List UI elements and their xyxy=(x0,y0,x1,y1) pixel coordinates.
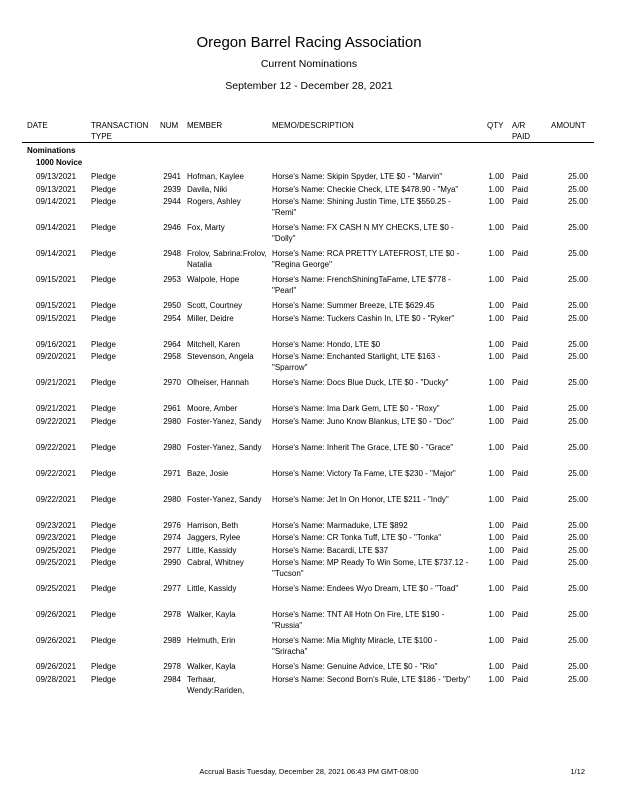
row-num: 2977 xyxy=(163,545,181,555)
page-number: 1/12 xyxy=(570,767,585,776)
row-num: 2974 xyxy=(163,533,181,542)
row-paid: Paid xyxy=(512,416,529,426)
table-header xyxy=(0,120,618,148)
row-memo: Horse's Name: Hondo, LTE $0 xyxy=(272,339,381,349)
row-member: Rogers, Ashley xyxy=(187,197,241,206)
row-num: 2970 xyxy=(163,378,181,387)
row-memo: Horse's Name: Skipin Spyder, LTE $0 - "Marvin" xyxy=(272,172,443,181)
row-transaction-type: Pledge xyxy=(91,636,116,645)
table-row xyxy=(0,222,618,248)
header-divider xyxy=(22,142,594,143)
table-row xyxy=(0,171,618,184)
row-qty: 1.00 xyxy=(488,404,504,413)
row-transaction-type: Pledge xyxy=(91,468,116,478)
row-qty: 1.00 xyxy=(488,275,504,284)
report-date-range: September 12 - December 28, 2021 xyxy=(225,80,393,92)
row-amount: 25.00 xyxy=(567,610,588,619)
row-date: 09/21/2021 xyxy=(36,404,77,413)
row-paid: Paid xyxy=(512,610,529,619)
row-num: 2978 xyxy=(163,662,181,671)
row-amount: 25.00 xyxy=(567,404,588,413)
row-num: 2989 xyxy=(163,636,181,645)
row-member: Cabral, Whitney xyxy=(187,558,244,567)
row-transaction-type: Pledge xyxy=(91,313,116,323)
row-num: 2941 xyxy=(163,172,181,181)
row-paid: Paid xyxy=(512,636,529,645)
row-transaction-type: Pledge xyxy=(91,494,116,504)
report-subtitle: Current Nominations xyxy=(260,58,358,70)
row-date: 09/14/2021 xyxy=(36,197,77,206)
row-member: Harrison, Beth xyxy=(187,520,239,530)
row-paid: Paid xyxy=(512,313,529,323)
row-memo: Horse's Name: Mia Mighty Miracle, LTE $100 - "Sriracha" xyxy=(272,636,437,656)
row-transaction-type: Pledge xyxy=(91,545,116,555)
row-member: Foster-Yanez, Sandy xyxy=(187,416,262,426)
table-row xyxy=(0,248,618,274)
row-num: 2990 xyxy=(163,558,181,567)
row-num: 2948 xyxy=(163,249,181,258)
row-date: 09/22/2021 xyxy=(36,494,77,504)
row-transaction-type: Pledge xyxy=(91,674,116,684)
row-transaction-type: Pledge xyxy=(91,404,116,413)
row-memo: Horse's Name: TNT All Hotn On Fire, LTE $190 - "Russia" xyxy=(272,610,445,630)
row-num: 2961 xyxy=(163,404,181,413)
row-date: 09/16/2021 xyxy=(36,339,77,349)
row-num: 2939 xyxy=(163,184,181,194)
table-row xyxy=(0,339,618,352)
row-member: Fox, Marty xyxy=(187,223,225,232)
col-transaction-type-line1: TRANSACTION xyxy=(91,121,149,130)
row-date: 09/13/2021 xyxy=(36,184,77,194)
row-memo: Horse's Name: Enchanted Starlight, LTE $163 - "Sparrow" xyxy=(272,352,441,372)
row-paid: Paid xyxy=(512,352,529,361)
row-transaction-type: Pledge xyxy=(91,184,116,194)
row-memo: Horse's Name: CR Tonka Tuff, LTE $0 - "Tonka" xyxy=(272,533,442,542)
row-transaction-type: Pledge xyxy=(91,352,116,361)
row-paid: Paid xyxy=(512,533,529,542)
subsection-heading: 1000 Novice xyxy=(36,158,83,167)
row-qty: 1.00 xyxy=(488,494,504,504)
col-memo: MEMO/DESCRIPTION xyxy=(272,121,354,130)
col-ar-paid xyxy=(512,120,530,142)
row-paid: Paid xyxy=(512,404,529,413)
row-qty: 1.00 xyxy=(488,674,504,684)
row-memo: Horse's Name: MP Ready To Win Some, LTE $737.12 - "Tucson" xyxy=(272,558,469,578)
table-row xyxy=(0,635,618,661)
col-num: NUM xyxy=(160,121,179,130)
row-paid: Paid xyxy=(512,197,529,206)
row-date: 09/15/2021 xyxy=(36,301,77,310)
row-amount: 25.00 xyxy=(567,533,588,542)
row-memo: Horse's Name: FrenchShiningTaFame, LTE $778 - "Pearl" xyxy=(272,275,451,295)
row-member: Walpole, Hope xyxy=(187,275,240,284)
row-num: 2958 xyxy=(163,352,181,361)
row-amount: 25.00 xyxy=(567,352,588,361)
row-memo: Horse's Name: Tuckers Cashin In, LTE $0 - "Ryker" xyxy=(272,313,455,323)
row-member: Helmuth, Erin xyxy=(187,636,236,645)
row-qty: 1.00 xyxy=(488,223,504,232)
row-amount: 25.00 xyxy=(567,197,588,206)
row-paid: Paid xyxy=(512,494,529,504)
row-num: 2977 xyxy=(163,584,181,593)
row-member: Miller, Deidre xyxy=(187,313,234,323)
row-qty: 1.00 xyxy=(488,339,504,349)
table-row xyxy=(0,468,618,494)
row-num: 2978 xyxy=(163,610,181,619)
row-amount: 25.00 xyxy=(567,223,588,232)
row-amount: 25.00 xyxy=(567,520,588,530)
row-transaction-type: Pledge xyxy=(91,339,116,349)
table-row xyxy=(0,583,618,609)
row-qty: 1.00 xyxy=(488,352,504,361)
row-memo: Horse's Name: Summer Breeze, LTE $629.45 xyxy=(272,301,435,310)
row-member: Hofman, Kaylee xyxy=(187,172,244,181)
row-num: 2980 xyxy=(163,416,181,426)
row-amount: 25.00 xyxy=(567,301,588,310)
nominations-table xyxy=(0,171,618,700)
row-member: Frolov, Sabrina:Frolov, Natalia xyxy=(187,249,267,269)
row-qty: 1.00 xyxy=(488,636,504,645)
row-num: 2950 xyxy=(163,301,181,310)
row-date: 09/15/2021 xyxy=(36,313,77,323)
row-amount: 25.00 xyxy=(567,172,588,181)
row-amount: 25.00 xyxy=(567,313,588,323)
row-num: 2980 xyxy=(163,494,181,504)
row-member: Baze, Josie xyxy=(187,468,229,478)
row-amount: 25.00 xyxy=(567,545,588,555)
row-paid: Paid xyxy=(512,301,529,310)
row-amount: 25.00 xyxy=(567,468,588,478)
row-transaction-type: Pledge xyxy=(91,378,116,387)
row-transaction-type: Pledge xyxy=(91,301,116,310)
table-row xyxy=(0,674,618,700)
row-date: 09/22/2021 xyxy=(36,442,77,452)
row-member: Olheiser, Hannah xyxy=(187,378,249,387)
row-transaction-type: Pledge xyxy=(91,275,116,284)
row-member: Scott, Courtney xyxy=(187,301,243,310)
row-num: 2980 xyxy=(163,442,181,452)
table-row xyxy=(0,274,618,300)
row-paid: Paid xyxy=(512,584,529,593)
row-transaction-type: Pledge xyxy=(91,610,116,619)
row-qty: 1.00 xyxy=(488,249,504,258)
row-paid: Paid xyxy=(512,558,529,567)
row-member: Davila, Niki xyxy=(187,184,228,194)
row-memo: Horse's Name: Victory Ta Fame, LTE $230 - "Major" xyxy=(272,468,456,478)
row-transaction-type: Pledge xyxy=(91,533,116,542)
row-date: 09/26/2021 xyxy=(36,610,77,619)
row-member: Foster-Yanez, Sandy xyxy=(187,442,262,452)
col-transaction-type xyxy=(91,120,148,142)
row-member: Moore, Amber xyxy=(187,404,238,413)
row-qty: 1.00 xyxy=(488,172,504,181)
row-amount: 25.00 xyxy=(567,378,588,387)
row-date: 09/13/2021 xyxy=(36,172,77,181)
row-paid: Paid xyxy=(512,184,529,194)
row-member: Little, Kassidy xyxy=(187,584,237,593)
row-memo: Horse's Name: Marmaduke, LTE $892 xyxy=(272,520,408,530)
table-row xyxy=(0,300,618,313)
row-qty: 1.00 xyxy=(488,468,504,478)
col-qty: QTY xyxy=(487,121,504,130)
row-date: 09/22/2021 xyxy=(36,468,77,478)
row-date: 09/25/2021 xyxy=(36,558,77,567)
row-qty: 1.00 xyxy=(488,520,504,530)
report-title: Oregon Barrel Racing Association xyxy=(196,34,422,51)
row-amount: 25.00 xyxy=(567,442,588,452)
row-memo: Horse's Name: Jet In On Honor, LTE $211 - "Indy" xyxy=(272,494,449,504)
row-memo: Horse's Name: FX CASH N MY CHECKS, LTE $0 - "Dolly" xyxy=(272,223,454,243)
row-amount: 25.00 xyxy=(567,674,588,684)
row-paid: Paid xyxy=(512,674,529,684)
col-transaction-type-line2: TYPE xyxy=(91,132,112,141)
table-row xyxy=(0,532,618,545)
table-row xyxy=(0,557,618,583)
table-row xyxy=(0,184,618,197)
row-transaction-type: Pledge xyxy=(91,662,116,671)
row-date: 09/26/2021 xyxy=(36,662,77,671)
row-qty: 1.00 xyxy=(488,416,504,426)
row-member: Foster-Yanez, Sandy xyxy=(187,494,262,504)
row-transaction-type: Pledge xyxy=(91,223,116,232)
table-row xyxy=(0,442,618,468)
row-transaction-type: Pledge xyxy=(91,172,116,181)
table-row xyxy=(0,351,618,377)
row-date: 09/14/2021 xyxy=(36,249,77,258)
col-member: MEMBER xyxy=(187,121,223,130)
row-paid: Paid xyxy=(512,545,529,555)
row-member: Mitchell, Karen xyxy=(187,339,240,349)
row-qty: 1.00 xyxy=(488,662,504,671)
row-memo: Horse's Name: Docs Blue Duck, LTE $0 - "Ducky" xyxy=(272,378,449,387)
row-date: 09/21/2021 xyxy=(36,378,77,387)
row-num: 2964 xyxy=(163,339,181,349)
table-row xyxy=(0,661,618,674)
row-amount: 25.00 xyxy=(567,584,588,593)
row-memo: Horse's Name: Endees Wyo Dream, LTE $0 - "Toad" xyxy=(272,584,459,593)
table-row xyxy=(0,545,618,558)
row-num: 2954 xyxy=(163,313,181,323)
row-amount: 25.00 xyxy=(567,416,588,426)
row-amount: 25.00 xyxy=(567,184,588,194)
row-amount: 25.00 xyxy=(567,275,588,284)
row-num: 2953 xyxy=(163,275,181,284)
row-memo: Horse's Name: Genuine Advice, LTE $0 - "Rio" xyxy=(272,662,438,671)
row-date: 09/26/2021 xyxy=(36,636,77,645)
row-member: Jaggers, Rylee xyxy=(187,533,241,542)
row-qty: 1.00 xyxy=(488,558,504,567)
table-row xyxy=(0,313,618,339)
table-row xyxy=(0,196,618,222)
row-num: 2944 xyxy=(163,197,181,206)
row-date: 09/22/2021 xyxy=(36,416,77,426)
row-transaction-type: Pledge xyxy=(91,520,116,530)
row-amount: 25.00 xyxy=(567,662,588,671)
row-paid: Paid xyxy=(512,468,529,478)
col-amount: AMOUNT xyxy=(551,121,586,130)
row-date: 09/15/2021 xyxy=(36,275,77,284)
row-transaction-type: Pledge xyxy=(91,197,116,206)
row-num: 2971 xyxy=(163,468,181,478)
table-row xyxy=(0,494,618,520)
row-memo: Horse's Name: RCA PRETTY LATEFROST, LTE $0 - "Regina George" xyxy=(272,249,460,269)
row-date: 09/25/2021 xyxy=(36,545,77,555)
table-row xyxy=(0,520,618,533)
row-paid: Paid xyxy=(512,249,529,258)
row-paid: Paid xyxy=(512,662,529,671)
row-memo: Horse's Name: Juno Know Blankus, LTE $0 - "Doc" xyxy=(272,416,454,426)
row-member: Terhaar, Wendy:Rariden, xyxy=(187,674,245,695)
footer-basis: Accrual Basis Tuesday, December 28, 2021 06:43 PM GMT-08:00 xyxy=(199,767,419,776)
section-heading: Nominations xyxy=(27,146,76,155)
row-memo: Horse's Name: Checkie Check, LTE $478.90 - "Mya" xyxy=(272,184,459,194)
row-paid: Paid xyxy=(512,275,529,284)
row-paid: Paid xyxy=(512,172,529,181)
table-row xyxy=(0,416,618,442)
row-amount: 25.00 xyxy=(567,249,588,258)
row-memo: Horse's Name: Ima Dark Gem, LTE $0 - "Roxy" xyxy=(272,404,440,413)
row-date: 09/25/2021 xyxy=(36,584,77,593)
row-transaction-type: Pledge xyxy=(91,584,116,593)
row-member: Walker, Kayla xyxy=(187,662,236,671)
col-ar-paid-line2: PAID xyxy=(512,132,531,141)
table-row xyxy=(0,403,618,416)
row-paid: Paid xyxy=(512,520,529,530)
row-amount: 25.00 xyxy=(567,494,588,504)
row-member: Little, Kassidy xyxy=(187,545,237,555)
row-paid: Paid xyxy=(512,442,529,452)
row-date: 09/20/2021 xyxy=(36,352,77,361)
row-member: Walker, Kayla xyxy=(187,610,236,619)
row-qty: 1.00 xyxy=(488,533,504,542)
table-row xyxy=(0,609,618,635)
row-num: 2976 xyxy=(163,520,181,530)
table-row xyxy=(0,377,618,403)
row-transaction-type: Pledge xyxy=(91,249,116,258)
col-ar-paid-line1: A/R xyxy=(512,121,526,130)
row-transaction-type: Pledge xyxy=(91,558,116,567)
row-qty: 1.00 xyxy=(488,545,504,555)
row-date: 09/28/2021 xyxy=(36,674,77,684)
row-qty: 1.00 xyxy=(488,378,504,387)
col-date: DATE xyxy=(27,121,48,130)
row-qty: 1.00 xyxy=(488,197,504,206)
row-date: 09/14/2021 xyxy=(36,223,77,232)
row-qty: 1.00 xyxy=(488,184,504,194)
row-amount: 25.00 xyxy=(567,636,588,645)
row-memo: Horse's Name: Second Born's Rule, LTE $186 - "Derby" xyxy=(272,674,471,684)
row-transaction-type: Pledge xyxy=(91,416,116,426)
row-transaction-type: Pledge xyxy=(91,442,116,452)
row-paid: Paid xyxy=(512,378,529,387)
row-qty: 1.00 xyxy=(488,610,504,619)
row-num: 2984 xyxy=(163,674,181,684)
row-paid: Paid xyxy=(512,339,529,349)
row-memo: Horse's Name: Shining Justin Time, LTE $550.25 - "Remi" xyxy=(272,197,451,217)
row-memo: Horse's Name: Bacardi, LTE $37 xyxy=(272,545,389,555)
row-qty: 1.00 xyxy=(488,442,504,452)
row-date: 09/23/2021 xyxy=(36,533,77,542)
row-amount: 25.00 xyxy=(567,558,588,567)
row-date: 09/23/2021 xyxy=(36,520,77,530)
row-amount: 25.00 xyxy=(567,339,588,349)
row-num: 2946 xyxy=(163,223,181,232)
row-qty: 1.00 xyxy=(488,313,504,323)
row-member: Stevenson, Angela xyxy=(187,352,254,361)
row-memo: Horse's Name: Inherit The Grace, LTE $0 - "Grace" xyxy=(272,442,454,452)
row-qty: 1.00 xyxy=(488,301,504,310)
row-paid: Paid xyxy=(512,223,529,232)
row-qty: 1.00 xyxy=(488,584,504,593)
